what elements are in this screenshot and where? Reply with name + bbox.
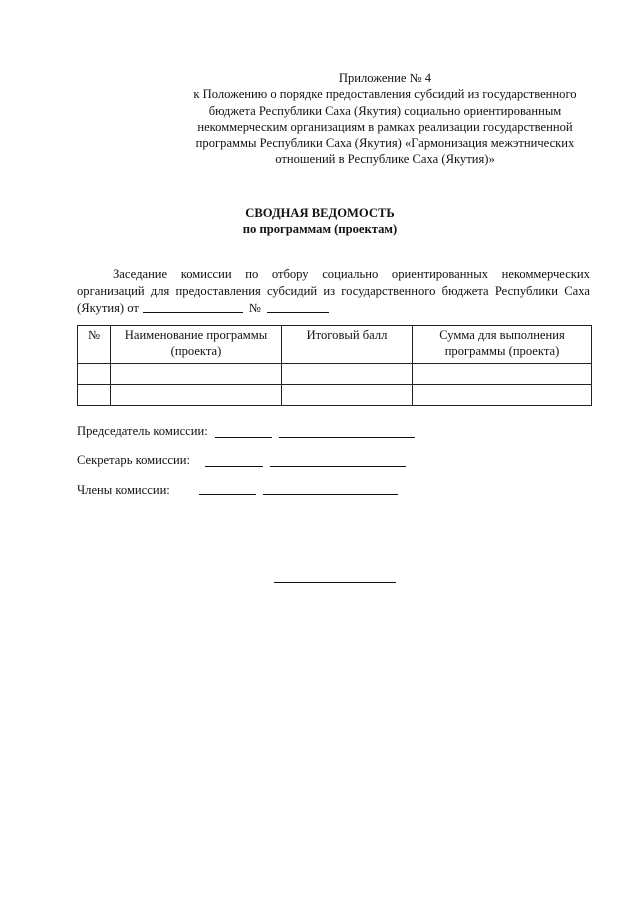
annex-line: к Положению о порядке предоставления субсидий из государственного <box>193 87 577 102</box>
members-label: Члены комиссии: <box>77 483 170 497</box>
paragraph-line-2 <box>77 283 590 300</box>
word: по <box>245 267 259 281</box>
word: Республики <box>494 284 559 298</box>
secretary-signature-row <box>77 453 190 468</box>
chairman-signature-row <box>77 424 208 439</box>
table-cell <box>78 385 111 406</box>
table-cell <box>111 385 282 406</box>
word: Саха <box>564 284 590 298</box>
table-cell <box>111 364 282 385</box>
word: социально <box>322 267 379 281</box>
word: для <box>150 284 170 298</box>
members-name-line <box>263 494 398 495</box>
number-blank <box>267 300 329 313</box>
date-blank <box>143 300 243 313</box>
chairman-label: Председатель комиссии: <box>77 424 208 438</box>
chairman-signature-line <box>215 437 272 438</box>
word: комиссии <box>180 267 232 281</box>
document-title-block <box>0 205 640 237</box>
table-cell <box>78 364 111 385</box>
column-header-number: № <box>78 326 111 364</box>
word: организаций <box>77 284 145 298</box>
document-subtitle: по программам (проектам) <box>242 222 398 236</box>
word: субсидий <box>266 284 318 298</box>
summary-table <box>77 325 592 406</box>
members-signature-row <box>77 483 170 498</box>
chairman-name-line <box>279 437 415 438</box>
paragraph-line-3 <box>77 300 590 317</box>
annex-title: Приложение № 4 <box>338 71 432 85</box>
table-cell <box>282 385 413 406</box>
annex-line: некоммерческим организациям в рамках реализации государственной <box>197 119 573 134</box>
word: отбору <box>271 267 309 281</box>
secretary-label: Секретарь комиссии: <box>77 453 190 467</box>
date-prefix: (Якутия) от <box>77 301 139 315</box>
closing-rule <box>274 582 396 583</box>
word: бюджета <box>441 284 489 298</box>
word: некоммерческих <box>501 267 590 281</box>
table-cell <box>413 385 592 406</box>
secretary-signature-line <box>205 466 263 467</box>
annex-line: отношений в Республике Саха (Якутия)» <box>275 152 495 167</box>
word: предоставления <box>175 284 261 298</box>
meeting-paragraph <box>77 266 590 317</box>
members-signature-line <box>199 494 256 495</box>
table-header-row <box>78 326 592 364</box>
word: ориентированных <box>391 267 489 281</box>
annex-block <box>180 70 590 168</box>
table-cell <box>413 364 592 385</box>
annex-line: бюджета Республики Саха (Якутия) социально ориентированным <box>208 103 562 118</box>
column-header-program-name: Наименование программы (проекта) <box>111 326 282 364</box>
table-row <box>78 364 592 385</box>
table-row <box>78 385 592 406</box>
table-cell <box>282 364 413 385</box>
document-title: СВОДНАЯ ВЕДОМОСТЬ <box>245 206 395 220</box>
column-header-amount: Сумма для выполнения программы (проекта) <box>413 326 592 364</box>
word: из <box>323 284 336 298</box>
word: Заседание <box>113 267 168 281</box>
number-sign: № <box>248 301 261 315</box>
column-header-total-score: Итоговый балл <box>282 326 413 364</box>
paragraph-line-1 <box>77 266 590 283</box>
secretary-name-line <box>270 466 406 467</box>
word: государственного <box>341 284 436 298</box>
annex-line: программы Республики Саха (Якутия) «Гармонизация межэтнических <box>195 136 575 151</box>
